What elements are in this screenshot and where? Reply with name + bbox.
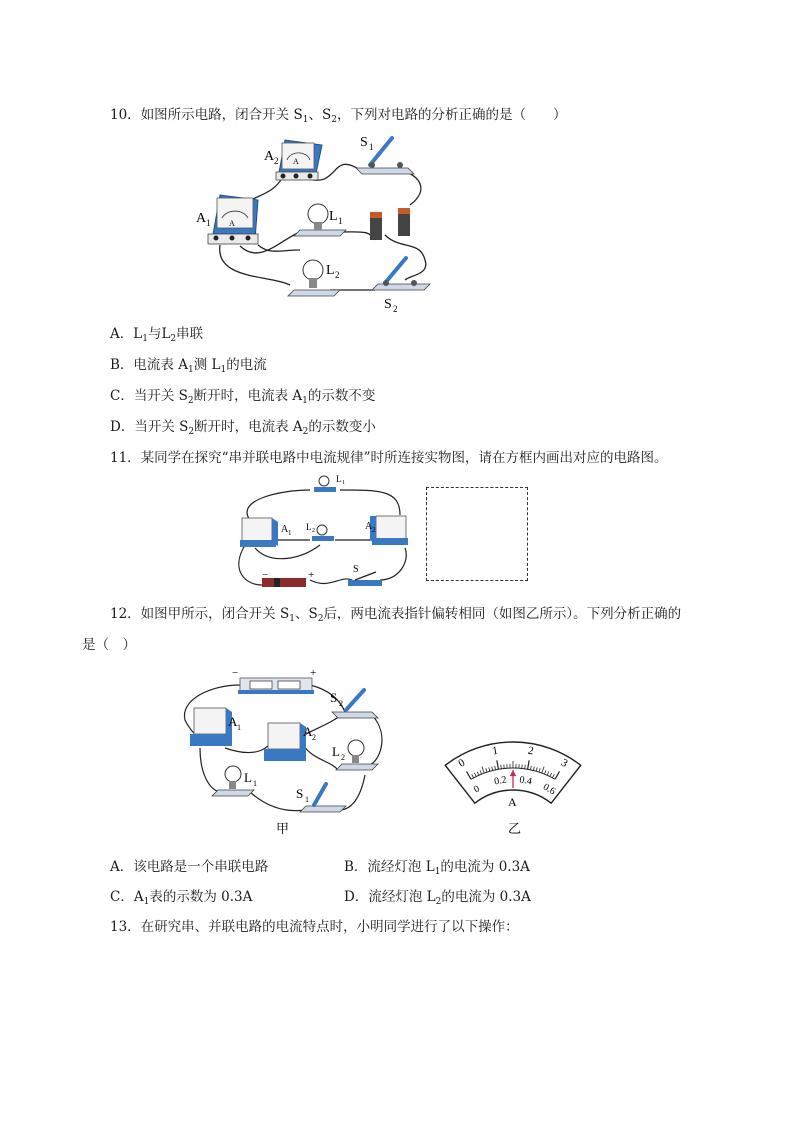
dial-inner-label: 0: [471, 783, 482, 796]
svg-text:A: A: [281, 524, 289, 535]
figure-label-jia: 甲: [276, 821, 290, 836]
dial-outer-label: 0: [456, 756, 468, 770]
q10-option-a[interactable]: A．$L_1$与$L_2$串联: [110, 326, 204, 344]
svg-text:A: A: [303, 724, 313, 739]
q12-option-d[interactable]: D．流经灯泡 $L_2$的电流为 0.3A: [344, 889, 531, 907]
dial-inner-label: 0.6: [540, 781, 558, 798]
meter-unit: A: [508, 795, 517, 809]
question-10-stem: 10．如图所示电路，闭合开关 $S_1$、$S_2$，下列对电路的分析正确的是（ ）: [110, 107, 567, 125]
svg-text:−: −: [232, 667, 239, 679]
svg-text:1: 1: [206, 218, 211, 228]
svg-text:2: 2: [393, 304, 398, 314]
dial-outer-label: 2: [527, 744, 535, 758]
dial-outer-label: 3: [558, 756, 570, 770]
svg-text:L: L: [332, 744, 340, 759]
svg-text:L: L: [244, 770, 252, 785]
svg-text:A: A: [264, 149, 275, 164]
svg-text:+: +: [310, 667, 317, 679]
svg-text:1: 1: [288, 529, 292, 537]
svg-text:1: 1: [338, 216, 343, 226]
figure-label-yi: 乙: [508, 821, 522, 836]
svg-text:2: 2: [335, 270, 340, 280]
svg-text:S: S: [384, 297, 392, 312]
svg-text:2: 2: [339, 699, 343, 708]
svg-text:S: S: [360, 135, 368, 150]
svg-text:L: L: [336, 474, 342, 484]
q12-option-c[interactable]: C．$A_1$表的示数为 0.3A: [110, 889, 253, 907]
q10-option-c[interactable]: C．当开关 $S_2$断开时，电流表 $A_1$的示数不变: [110, 388, 376, 406]
svg-text:2: 2: [274, 156, 279, 166]
dial-tick: [501, 765, 502, 769]
svg-text:S: S: [353, 564, 359, 575]
dial-outer-label: 1: [491, 744, 499, 758]
q10-option-d[interactable]: D．当开关 $S_2$断开时，电流表 $A_2$的示数变小: [110, 419, 376, 437]
question-11-stem: 11．某同学在探究“串并联电路中电流规律”时所连接实物图，请在方框内画出对应的电路图。: [110, 450, 668, 466]
q12-option-a[interactable]: A．该电路是一个串联电路: [110, 859, 269, 875]
svg-text:L: L: [329, 209, 338, 224]
svg-text:L: L: [306, 522, 312, 532]
q12-option-b[interactable]: B．流经灯泡 $L_1$的电流为 0.3A: [344, 859, 530, 877]
q10-option-b[interactable]: B．电流表 $A_1$测 $L_1$的电流: [110, 357, 267, 375]
svg-text:1: 1: [342, 480, 345, 486]
svg-text:A: A: [293, 157, 299, 166]
svg-text:S: S: [330, 690, 338, 705]
svg-text:S: S: [296, 786, 304, 801]
svg-text:A: A: [228, 714, 238, 729]
svg-text:2: 2: [372, 526, 376, 534]
svg-text:L: L: [326, 263, 335, 278]
svg-text:2: 2: [312, 733, 316, 742]
svg-text:1: 1: [369, 142, 374, 152]
dial-inner-label: 0.4: [518, 774, 533, 788]
svg-text:1: 1: [253, 779, 257, 788]
svg-text:1: 1: [237, 723, 241, 732]
question-13-stem: 13．在研究串、并联电路的电流特点时，小明同学进行了以下操作：: [110, 919, 519, 935]
svg-text:−: −: [262, 569, 269, 581]
dial-inner-label: 0.2: [493, 774, 508, 788]
svg-text:+: +: [308, 569, 315, 581]
svg-text:A: A: [196, 211, 207, 226]
svg-text:2: 2: [312, 528, 315, 534]
svg-text:1: 1: [305, 795, 309, 804]
question-12-stem-line1: 12．如图甲所示，闭合开关 $S_1$、$S_2$后，两电流表指针偏转相同（如图乙所示）。下列分析正确的: [110, 606, 682, 624]
svg-text:A: A: [365, 521, 373, 532]
svg-text:A: A: [229, 219, 235, 228]
svg-text:2: 2: [341, 753, 345, 762]
dial-tick: [525, 765, 526, 769]
question-12-stem-line2: 是（ ）: [82, 637, 136, 653]
